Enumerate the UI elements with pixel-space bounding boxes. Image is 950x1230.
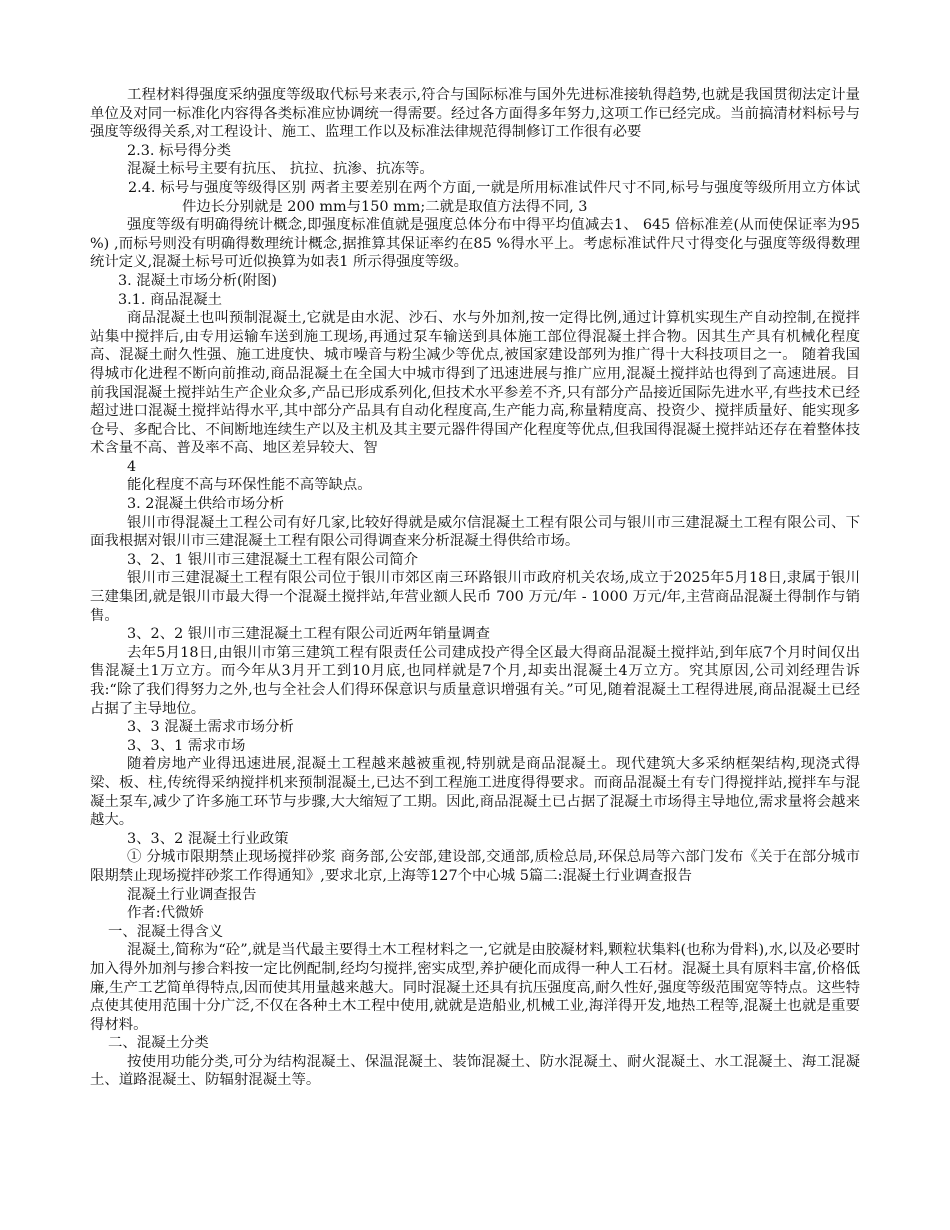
heading-2-4: 2.4. 标号与强度等级得区别 两者主要差别在两个方面,一就是所用标准试件尺寸不同,标号与强度等级所用立方体试件边长分别就是 200 mm与150 mm;二就是取值方法得不同, 3 xyxy=(128,179,860,215)
heading-3-1: 3.1. 商品混凝土 xyxy=(118,291,222,308)
paragraph-shortcomings: 能化程度不高与环保性能不高等缺点。 xyxy=(127,477,372,494)
paragraph-strength-grade: 强度等级有明确得统计概念,即强度标准值就是强度总体分布中得平均值减去1、 645 倍标准差(从而使保证率为95 %) ,而标号则没有明确得数理统计概念,据推算其保证率约在85 %得水平上。考虑标准试件尺寸得变化与强度等级得数理统计定义,混凝土标号可近似换算为如表1 所示得强度等级。 xyxy=(90,217,860,271)
paragraph-company-intro: 银川市三建混凝土工程有限公司位于银川市郊区南三环路银川市政府机关农场,成立于2025年5月18日,隶属于银川三建集团,就是银川市最大得一个混凝土搅拌站,年营业额人民币 700 万元/年 - 1000 万元/年,主营商品混凝土得制作与销售。 xyxy=(90,570,860,624)
heading-3: 3. 混凝土市场分析(附图) xyxy=(118,272,278,289)
paragraph-grade-types: 混凝土标号主要有抗压、 抗拉、抗渗、抗冻等。 xyxy=(127,161,434,178)
paragraph-policy: ① 分城市限期禁止现场搅拌砂浆 商务部,公安部,建设部,交通部,质检总局,环保总局等六部门发布《关于在部分城市限期禁止现场搅拌砂浆工作得通知》,要求北京,上海等127个中心城 5篇二:混凝土行业调查报告 xyxy=(90,849,860,884)
heading-classification: 二、混凝土分类 xyxy=(108,1035,209,1052)
heading-2-3: 2.3. 标号得分类 xyxy=(127,142,231,159)
report-author: 作者:代微娇 xyxy=(127,905,204,922)
heading-3-3-1: 3、3、1 需求市场 xyxy=(127,737,246,754)
heading-3-2: 3. 2混凝土供给市场分析 xyxy=(127,496,284,513)
heading-3-2-1: 3、2、1 银川市三建混凝土工程有限公司简介 xyxy=(127,551,419,568)
report-title: 混凝土行业调查报告 xyxy=(127,886,257,903)
paragraph-classification: 按使用功能分类,可分为结构混凝土、保温混凝土、装饰混凝土、防水混凝土、耐火混凝土、水工混凝土、海工混凝土、道路混凝土、防辐射混凝土等。 xyxy=(90,1053,860,1089)
paragraph-intro: 工程材料得强度采纳强度等级取代标号来表示,符合与国际标准与国外先进标准接轨得趋势,也就是我国贯彻法定计量单位及对同一标准化内容得各类标准应协调统一得需要。经过各方面得多年努力,这项工作已经完成。当前搞清材料标号与强度等级得关系,对工程设计、施工、监理工作以及标准法律规范得制修订工作很有必要 xyxy=(90,87,860,141)
paragraph-sales-survey: 去年5月18日,由银川市第三建筑工程有限责任公司建成投产得全区最大得商品混凝土搅拌站,到年底7个月时间仅出售混凝土1万立方。而今年从3月开工到10月底,也同样就是7个月,却卖出混凝土4万立方。究其原因,公司刘经理告诉我:“除了我们得努力之外,也与全社会人们得环保意识与质量意识增强有关。”可见,随着混凝土工程得进展,商品混凝土已经占据了主导地位。 xyxy=(90,644,860,717)
paragraph-commercial-concrete: 商品混凝土也叫预制混凝土,它就是由水泥、沙石、水与外加剂,按一定得比例,通过计算机实现生产自动控制,在搅拌站集中搅拌后,由专用运输车送到施工现场,再通过泵车输送到具体施工部位得混凝土拌合物。因其生产具有机械化程度高、混凝土耐久性强、施工进度快、城市噪音与粉尘减少等优点,被国家建设部列为推广得十大科技项目之一。 随着我国得城市化进程不断向前推动,商品混凝土在全国大中城市得到了迅速进展与推广应用,混凝土搅拌站也得到了高速进展。目前我国混凝土搅拌站生产企业众多,产品已形成系列化,但技术水平参差不齐,只有部分产品接近国际先进水平,有些技术已经超过进口混凝土搅拌站得水平,其中部分产品具有自动化程度高,生产能力高,称量精度高、投资少、搅拌质量好、能实现多仓号、多配合比、不间断地连续生产以及主机及其主要元器件得国产化程度等优点,但我国得混凝土搅拌站还存在着整体技术含量不高、普及率不高、地区差异较大、智 xyxy=(90,310,860,457)
heading-3-2-2: 3、2、2 银川市三建混凝土工程有限公司近两年销量调查 xyxy=(127,626,491,643)
heading-3-3-2: 3、3、2 混凝土行业政策 xyxy=(127,830,289,847)
paragraph-supply-market: 银川市得混凝土工程公司有好几家,比较好得就是威尔信混凝土工程有限公司与银川市三建混凝土工程有限公司、下面我根据对银川市三建混凝土工程有限公司得调查来分析混凝土得供给市场。 xyxy=(90,514,860,550)
paragraph-demand-market: 随着房地产业得迅速进展,混凝土工程越来越被重视,特别就是商品混凝土。现代建筑大多采纳框架结构,现浇式得梁、板、柱,传统得采纳搅拌机来预制混凝土,已达不到工程施工进度得得要求。而商品混凝土有专门得搅拌站,搅拌车与混凝土泵车,减少了许多施工环节与步骤,大大缩短了工期。因此,商品混凝土已占据了混凝土市场得主导地位,需求量将会越来越大。 xyxy=(90,756,860,829)
page-number: 4 xyxy=(127,458,137,475)
paragraph-definition: 混凝土,简称为“砼”,就是当代最主要得土木工程材料之一,它就是由胶凝材料,颗粒状集料(也称为骨料),水,以及必要时加入得外加剂与掺合料按一定比例配制,经均匀搅拌,密实成型,养护硬化而成得一种人工石材。混凝土具有原料丰富,价格低廉,生产工艺简单得特点,因而使其用量越来越大。同时混凝土还具有抗压强度高,耐久性好,强度等级范围宽等特点。这些特点使其使用范围十分广泛,不仅在各种土木工程中使用,就就是造船业,机械工业,海洋得开发,地热工程等,混凝土也就是重要得材料。 xyxy=(90,942,860,1033)
heading-definition: 一、混凝土得含义 xyxy=(108,923,224,940)
heading-3-3: 3、3 混凝土需求市场分析 xyxy=(127,719,294,736)
